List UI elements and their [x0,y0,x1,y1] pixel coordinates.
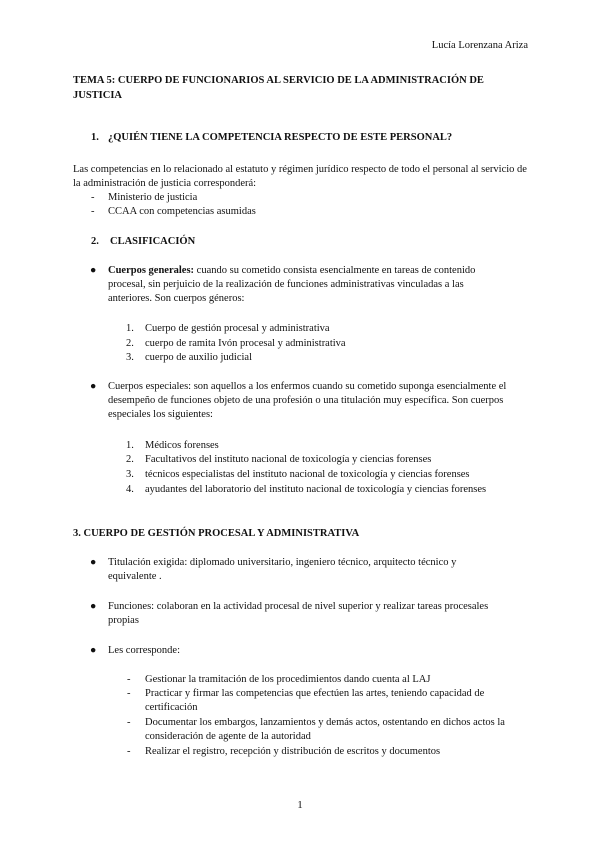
bullet-icon: ● [90,265,97,276]
document-title: TEMA 5: CUERPO DE FUNCIONARIOS AL SERVICIO DE LA ADMINISTRACIÓN DE JUSTICIA [73,75,484,101]
list-number: 1. [126,323,134,334]
list-item: Ministerio de justicia [108,192,198,203]
list-item: ayudantes del laboratorio del instituto nacional de toxicología y ciencias forenses [145,484,487,495]
list-number: 3. [126,469,134,480]
list-number: 2. [126,338,134,349]
list-number: 3. [126,352,134,363]
dash-marker: - [91,192,95,203]
list-number: 4. [126,484,134,495]
list-item: Gestionar la tramitación de los procedimientos dando cuenta al LAJ [145,674,431,685]
list-item: Documentar los embargos, lanzamientos y demás actos, ostentando en dichos actos la consideración de agente de la autoridad [145,717,505,742]
section-1-number: 1. [91,132,99,143]
list-number: 2. [126,454,134,465]
dash-marker: - [127,688,131,699]
dash-marker: - [91,206,95,217]
dash-marker: - [127,674,131,685]
section-1-heading: ¿QUIÉN TIENE LA COMPETENCIA RESPECTO DE ESTE PERSONAL? [108,132,453,143]
corresponde-label: Les corresponde: [108,645,181,656]
cuerpos-generales-label: Cuerpos generales: [108,265,195,276]
dash-marker: - [127,717,131,728]
list-item: CCAA con competencias asumidas [108,206,256,217]
list-item: Cuerpo de gestión procesal y administrativa [145,323,330,334]
list-number: 1. [126,440,134,451]
bullet-icon: ● [90,381,97,392]
list-item: Realizar el registro, recepción y distribución de escritos y documentos [145,746,441,757]
section-1-intro: Las competencias en lo relacionado al estatuto y régimen jurídico respecto de todo el personal al servicio de la administración de justicia corresponderá: [73,164,527,189]
section-2-number: 2. [91,236,99,247]
page-number: 1 [297,799,303,811]
section-2-heading: CLASIFICACIÓN [110,236,196,247]
funciones-paragraph: Funciones: colaboran en la actividad procesal de nivel superior y realizar tareas procesales propias [108,601,489,626]
bullet-icon: ● [90,601,97,612]
titulacion-paragraph: Titulación exigida: diplomado universitario, ingeniero técnico, arquitecto técnico y equivalente . [108,557,457,582]
cuerpos-generales-paragraph [108,264,508,306]
list-item: Practicar y firmar las competencias que efectúen las artes, teniendo capacidad de certificación [145,688,485,713]
list-item: Facultativos del instituto nacional de toxicología y ciencias forenses [145,454,432,465]
list-item: técnicos especialistas del instituto nacional de toxicología y ciencias forenses [145,469,470,480]
bullet-icon: ● [90,557,97,568]
cuerpos-generales-text: cuando su cometido consista esencialmente en tareas de contenido procesal, sin perjuicio de la realización de funciones administrativas vinculadas a las anteriores. Son cuerpos géneros: [108,265,476,304]
dash-marker: - [127,746,131,757]
list-item: cuerpo de auxilio judicial [145,352,253,363]
author-name: Lucía Lorenzana Ariza [431,40,528,51]
list-item: Médicos forenses [145,440,219,451]
bullet-icon: ● [90,645,97,656]
section-3-heading: 3. CUERPO DE GESTIÓN PROCESAL Y ADMINISTRATIVA [73,528,360,539]
cuerpos-especiales-paragraph: Cuerpos especiales: son aquellos a los enfermos cuando su cometido suponga esencialmente el desempeño de funciones objeto de una profesión o una titulación muy específica. Son cuerpos especiales los siguientes: [108,381,507,420]
list-item: cuerpo de ramita Ivón procesal y administrativa [145,338,346,349]
